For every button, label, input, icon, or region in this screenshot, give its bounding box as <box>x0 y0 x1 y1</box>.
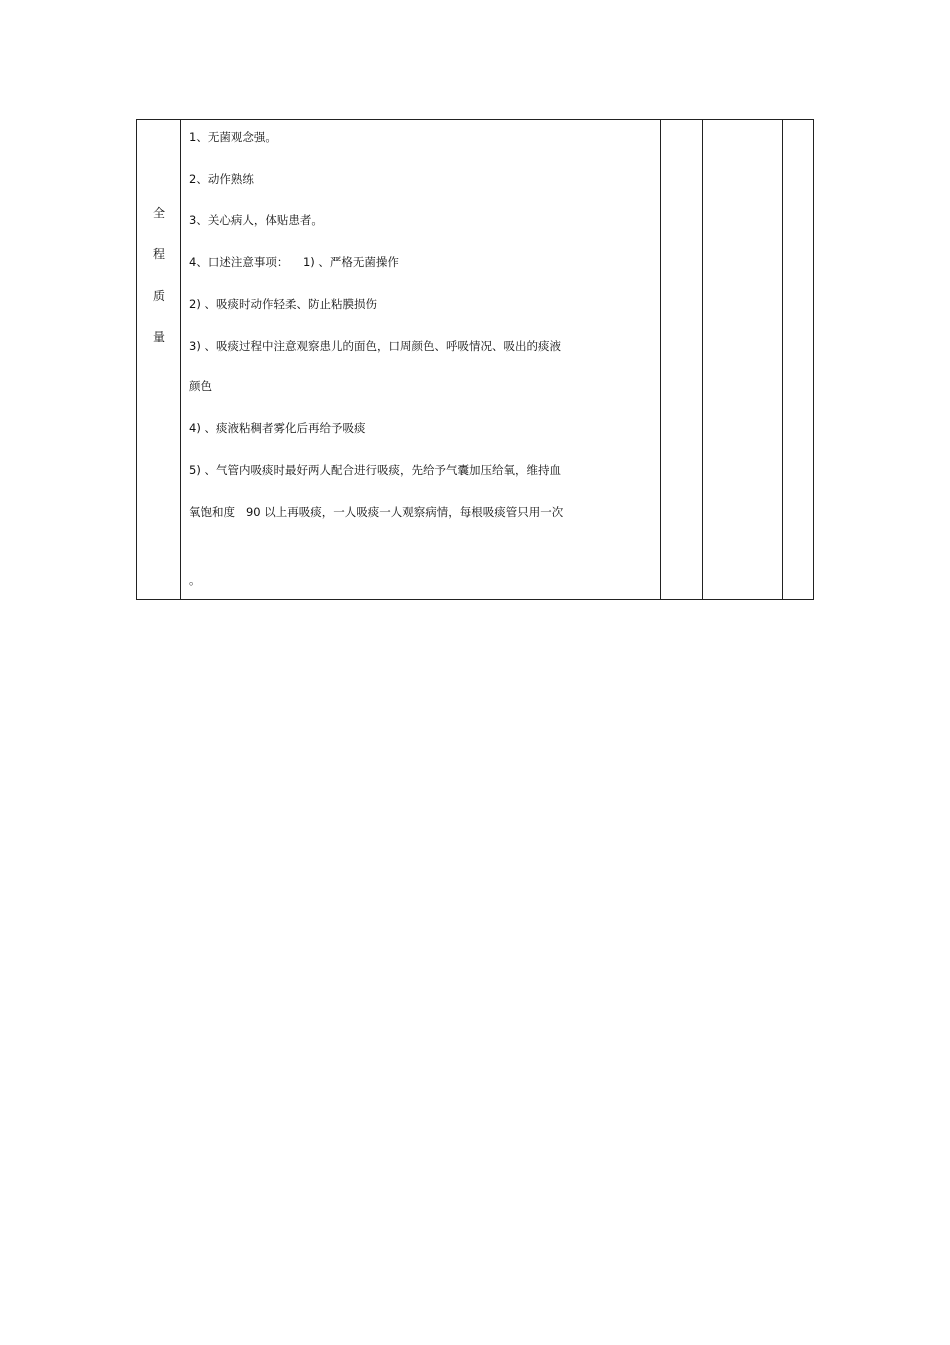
score-cell <box>661 120 703 599</box>
content-line: 5) 、气管内吸痰时最好两人配合进行吸痰，先给予气囊加压给氧，维持血 <box>189 463 561 477</box>
content-line: 。 <box>189 573 201 587</box>
remark-cell <box>783 120 814 599</box>
content-line: 1、无菌观念强。 <box>189 130 277 144</box>
content-line: 3) 、吸痰过程中注意观察患儿的面色，口周颜色、呼吸情况、吸出的痰液 <box>189 339 561 353</box>
category-cell <box>137 120 181 599</box>
content-line: 氧饱和度 90 以上再吸痰，一人吸痰一人观察病情，每根吸痰管只用一次 <box>189 505 564 519</box>
category-char: 全 <box>152 206 165 220</box>
content-line: 2) 、吸痰时动作轻柔、防止粘膜损伤 <box>189 297 377 311</box>
content-cell <box>181 120 661 599</box>
category-char: 量 <box>152 330 165 344</box>
content-line: 4) 、痰液粘稠者雾化后再给予吸痰 <box>189 421 366 435</box>
content-line: 颜色 <box>189 379 212 393</box>
category-char: 程 <box>152 247 165 261</box>
content-line: 4、口述注意事项： 1) 、严格无菌操作 <box>189 255 399 269</box>
quality-table <box>136 119 814 600</box>
content-line: 2、动作熟练 <box>189 172 254 186</box>
category-char: 质 <box>152 289 165 303</box>
deduction-cell <box>703 120 783 599</box>
content-line: 3、关心病人，体贴患者。 <box>189 213 323 227</box>
